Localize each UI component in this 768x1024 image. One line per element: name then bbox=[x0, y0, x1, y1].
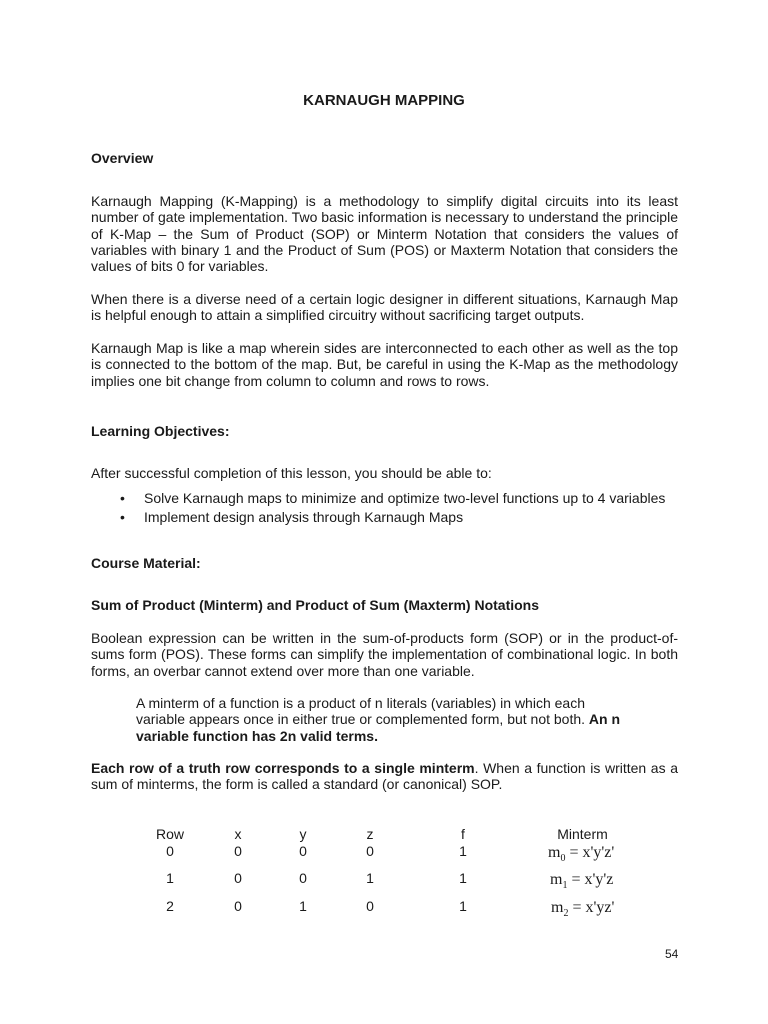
cell-y: 1 bbox=[299, 898, 307, 914]
column-header-minterm: Minterm bbox=[557, 826, 608, 842]
minterm-symbol: m bbox=[550, 871, 563, 888]
overview-paragraph-1: Karnaugh Mapping (K-Mapping) is a methodology to simplify digital circuits into its least number of gate implementation. Two basic information is necessary to understand the principle of K-Map – the Sum of Product (SOP) or Minterm Notation that considers the values of variables with binary 1 and the Product of Sum (POS) or Maxterm Notation that considers the values of bits 0 for variables. bbox=[91, 193, 678, 275]
page-number: 54 bbox=[665, 947, 679, 961]
overview-paragraph-2: When there is a diverse need of a certain logic designer in different situations, Karnaugh Map is helpful enough to attain a simplified circuitry without sacrificing target outputs. bbox=[91, 291, 678, 324]
boolean-expression-paragraph: Boolean expression can be written in the sum-of-products form (SOP) or in the product-of-sums form (POS). These forms can simplify the implementation of combinational logic. In both forms, an overbar cannot extend over more than one variable. bbox=[91, 630, 678, 679]
cell-f: 1 bbox=[459, 870, 467, 886]
minterm-index: 0 bbox=[560, 853, 566, 865]
minterm-index: 2 bbox=[563, 908, 569, 920]
minterm-definition bbox=[136, 695, 636, 744]
objectives-heading: Learning Objectives: bbox=[91, 423, 230, 439]
cell-minterm bbox=[551, 900, 614, 922]
sop-pos-subheading: Sum of Product (Minterm) and Product of Sum (Maxterm) Notations bbox=[91, 597, 540, 613]
overview-heading: Overview bbox=[91, 150, 154, 166]
minterm-symbol: m bbox=[548, 844, 561, 861]
cell-x: 0 bbox=[234, 870, 242, 886]
cell-z: 0 bbox=[366, 898, 374, 914]
objective-text: Implement design analysis through Karnaugh Maps bbox=[144, 509, 464, 525]
list-item bbox=[91, 490, 665, 509]
cell-z: 1 bbox=[366, 870, 374, 886]
cell-minterm bbox=[550, 872, 613, 894]
page-title: KARNAUGH MAPPING bbox=[303, 92, 465, 109]
cell-y: 0 bbox=[299, 870, 307, 886]
truth-row-paragraph bbox=[91, 760, 678, 793]
cell-x: 0 bbox=[234, 898, 242, 914]
column-header-z: z bbox=[366, 826, 374, 842]
overview-paragraph-3: Karnaugh Map is like a map wherein sides are interconnected to each other as well as the top is connected to the bottom of the map. But, be careful in using the K-Map as the methodology implies one bit change from column to column and rows to rows. bbox=[91, 340, 678, 389]
cell-f: 1 bbox=[459, 898, 467, 914]
bullet-icon: • bbox=[120, 490, 125, 506]
minterm-expression: = x'y'z' bbox=[565, 844, 615, 861]
cell-row: 2 bbox=[166, 898, 174, 914]
cell-row: 0 bbox=[166, 843, 174, 859]
minterm-expression: = x'yz' bbox=[568, 899, 615, 916]
objectives-intro: After successful completion of this lesson, you should be able to: bbox=[91, 465, 492, 481]
list-item bbox=[91, 509, 665, 528]
column-header-x: x bbox=[234, 826, 242, 842]
cell-y: 0 bbox=[299, 843, 307, 859]
truth-row-emphasis: Each row of a truth row corresponds to a single minterm bbox=[91, 760, 475, 776]
column-header-y: y bbox=[299, 826, 307, 842]
minterm-symbol: m bbox=[551, 899, 564, 916]
objectives-list bbox=[91, 490, 665, 528]
cell-x: 0 bbox=[234, 843, 242, 859]
cell-f: 1 bbox=[459, 843, 467, 859]
cell-z: 0 bbox=[366, 843, 374, 859]
cell-row: 1 bbox=[166, 870, 174, 886]
column-header-row: Row bbox=[155, 826, 184, 842]
truth-row-text: . When a function is written as a sum of minterms, the form is called a standard (or canonical) SOP. bbox=[91, 760, 678, 793]
objective-text: Solve Karnaugh maps to minimize and optimize two-level functions up to 4 variables bbox=[144, 490, 666, 506]
minterm-expression: = x'y'z bbox=[567, 871, 614, 888]
column-header-f: f bbox=[461, 826, 465, 842]
minterm-definition-text: A minterm of a function is a product of n literals (variables) in which each variable appears once in either true or complemented form, but not both. bbox=[136, 695, 589, 728]
cell-minterm bbox=[548, 845, 614, 867]
minterm-index: 1 bbox=[562, 880, 568, 892]
minterm-definition-emphasis: An n variable function has 2n valid terms. bbox=[136, 711, 621, 744]
course-material-heading: Course Material: bbox=[91, 555, 201, 571]
bullet-icon: • bbox=[120, 509, 125, 525]
